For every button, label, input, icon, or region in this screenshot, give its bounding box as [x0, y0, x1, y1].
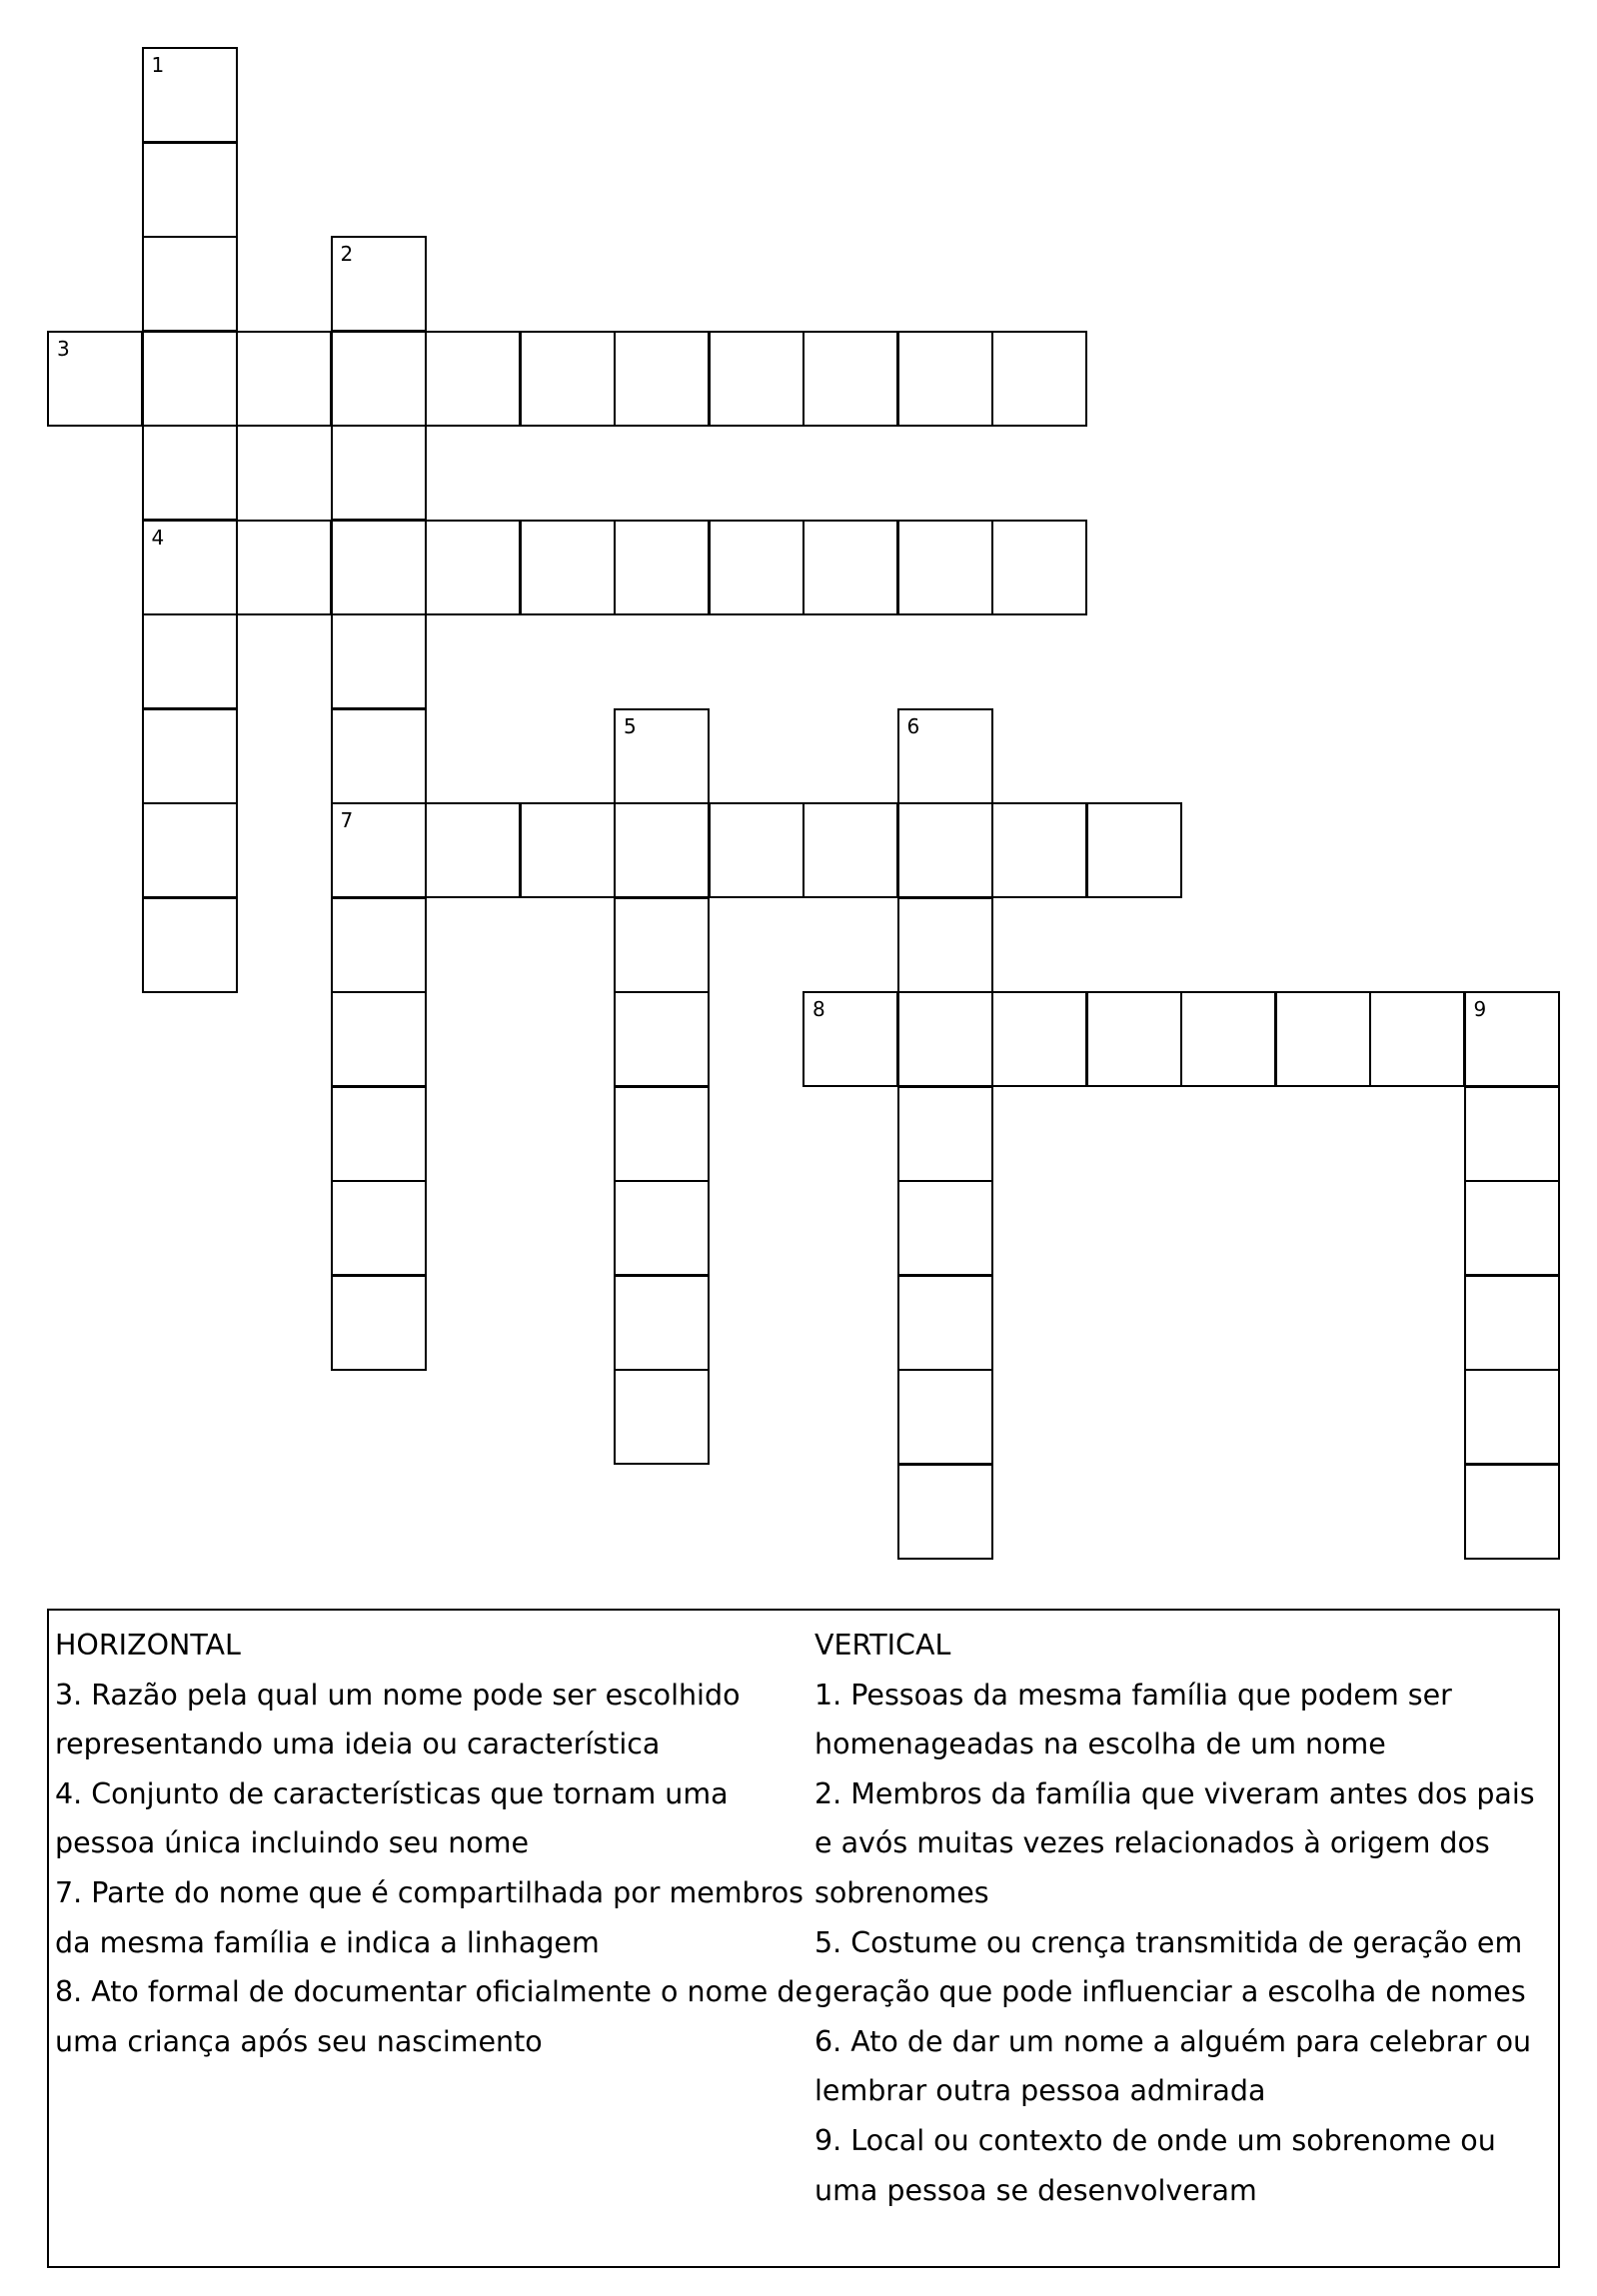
grid-cell[interactable] — [802, 991, 898, 1087]
grid-cell[interactable] — [331, 1180, 427, 1276]
clue-number: 1 — [151, 53, 165, 77]
grid-cell[interactable] — [897, 708, 993, 804]
grid-cell[interactable] — [1275, 991, 1371, 1087]
grid-cell[interactable] — [425, 802, 521, 898]
grid-cell[interactable] — [991, 802, 1087, 898]
grid-cell[interactable] — [331, 991, 427, 1087]
grid-cell[interactable] — [1464, 1464, 1560, 1560]
grid-cell[interactable] — [614, 897, 710, 993]
grid-cell[interactable] — [1086, 991, 1182, 1087]
grid-cell[interactable] — [331, 236, 427, 332]
down-clue-1: 1. Pessoas da mesma família que podem ser homenageadas na escolha de um nome — [814, 1678, 1452, 1761]
grid-cell[interactable] — [897, 331, 993, 427]
grid-cell[interactable] — [614, 1180, 710, 1276]
grid-cell[interactable] — [897, 897, 993, 993]
down-heading: VERTICAL — [814, 1629, 951, 1662]
grid-cell[interactable] — [802, 802, 898, 898]
grid-cell[interactable] — [331, 425, 427, 521]
down-clues — [814, 1621, 1554, 2215]
grid-cell[interactable] — [331, 897, 427, 993]
grid-cell[interactable] — [142, 897, 238, 993]
grid-cell[interactable] — [236, 520, 332, 615]
grid-cell[interactable] — [897, 1275, 993, 1371]
grid-cell[interactable] — [47, 331, 143, 427]
grid-cell[interactable] — [614, 520, 710, 615]
grid-cell[interactable] — [614, 991, 710, 1087]
grid-cell[interactable] — [991, 991, 1087, 1087]
across-clue-8: 8. Ato formal de documentar oficialmente o nome de uma criança após seu nascimento — [55, 1975, 812, 2058]
clues-box — [47, 1609, 1560, 2268]
across-clue-7: 7. Parte do nome que é compartilhada por membros da mesma família e indica a linhagem — [55, 1875, 804, 1959]
clue-number: 4 — [151, 525, 165, 550]
grid-cell[interactable] — [142, 236, 238, 332]
grid-cell[interactable] — [331, 613, 427, 709]
grid-cell[interactable] — [142, 520, 238, 615]
grid-cell[interactable] — [802, 331, 898, 427]
grid-cell[interactable] — [614, 1086, 710, 1182]
grid-cell[interactable] — [425, 520, 521, 615]
grid-cell[interactable] — [1464, 1369, 1560, 1465]
grid-cell[interactable] — [897, 1086, 993, 1182]
grid-cell[interactable] — [991, 520, 1087, 615]
grid-cell[interactable] — [142, 47, 238, 143]
grid-cell[interactable] — [897, 1180, 993, 1276]
grid-cell[interactable] — [802, 520, 898, 615]
clue-number: 3 — [57, 336, 70, 361]
clue-number: 2 — [340, 242, 354, 266]
grid-cell[interactable] — [1464, 991, 1560, 1087]
grid-cell[interactable] — [1464, 1180, 1560, 1276]
down-clue-9: 9. Local ou contexto de onde um sobrenome ou uma pessoa se desenvolveram — [814, 2123, 1496, 2207]
grid-cell[interactable] — [1464, 1086, 1560, 1182]
down-clue-5: 5. Costume ou crença transmitida de geração em geração que pode influenciar a escolha de nomes — [814, 1925, 1526, 2009]
grid-cell[interactable] — [614, 802, 710, 898]
grid-cell[interactable] — [1464, 1275, 1560, 1371]
grid-cell[interactable] — [614, 1369, 710, 1465]
clue-number: 8 — [812, 997, 825, 1021]
grid-cell[interactable] — [331, 708, 427, 804]
grid-cell[interactable] — [1180, 991, 1276, 1087]
grid-cell[interactable] — [614, 331, 710, 427]
across-clues — [55, 1621, 814, 2066]
clue-number: 9 — [1473, 997, 1487, 1021]
grid-cell[interactable] — [142, 142, 238, 238]
grid-cell[interactable] — [614, 1275, 710, 1371]
grid-cell[interactable] — [709, 520, 804, 615]
grid-cell[interactable] — [897, 520, 993, 615]
clue-number: 7 — [340, 808, 354, 832]
grid-cell[interactable] — [236, 331, 332, 427]
grid-cell[interactable] — [142, 708, 238, 804]
across-clue-3: 3. Razão pela qual um nome pode ser escolhido representando uma ideia ou característica — [55, 1678, 741, 1761]
grid-cell[interactable] — [142, 802, 238, 898]
grid-cell[interactable] — [142, 331, 238, 427]
grid-cell[interactable] — [331, 520, 427, 615]
grid-cell[interactable] — [142, 613, 238, 709]
grid-cell[interactable] — [897, 1369, 993, 1465]
grid-cell[interactable] — [425, 331, 521, 427]
down-clue-2: 2. Membros da família que viveram antes dos pais e avós muitas vezes relacionados à origem dos sobrenomes — [814, 1776, 1535, 1909]
grid-cell[interactable] — [520, 520, 616, 615]
clue-number: 5 — [624, 713, 637, 738]
grid-cell[interactable] — [142, 425, 238, 521]
grid-cell[interactable] — [331, 1275, 427, 1371]
grid-cell[interactable] — [709, 802, 804, 898]
across-clue-4: 4. Conjunto de características que tornam uma pessoa única incluindo seu nome — [55, 1776, 729, 1860]
grid-cell[interactable] — [1369, 991, 1465, 1087]
grid-cell[interactable] — [520, 802, 616, 898]
grid-cell[interactable] — [331, 331, 427, 427]
grid-cell[interactable] — [709, 331, 804, 427]
across-heading: HORIZONTAL — [55, 1629, 241, 1662]
grid-cell[interactable] — [897, 802, 993, 898]
grid-cell[interactable] — [614, 708, 710, 804]
grid-cell[interactable] — [331, 1086, 427, 1182]
grid-cell[interactable] — [897, 991, 993, 1087]
grid-cell[interactable] — [1086, 802, 1182, 898]
grid-cell[interactable] — [331, 802, 427, 898]
down-clue-6: 6. Ato de dar um nome a alguém para celebrar ou lembrar outra pessoa admirada — [814, 2024, 1532, 2108]
grid-cell[interactable] — [991, 331, 1087, 427]
grid-cell[interactable] — [520, 331, 616, 427]
clue-number: 6 — [906, 713, 920, 738]
grid-cell[interactable] — [897, 1464, 993, 1560]
